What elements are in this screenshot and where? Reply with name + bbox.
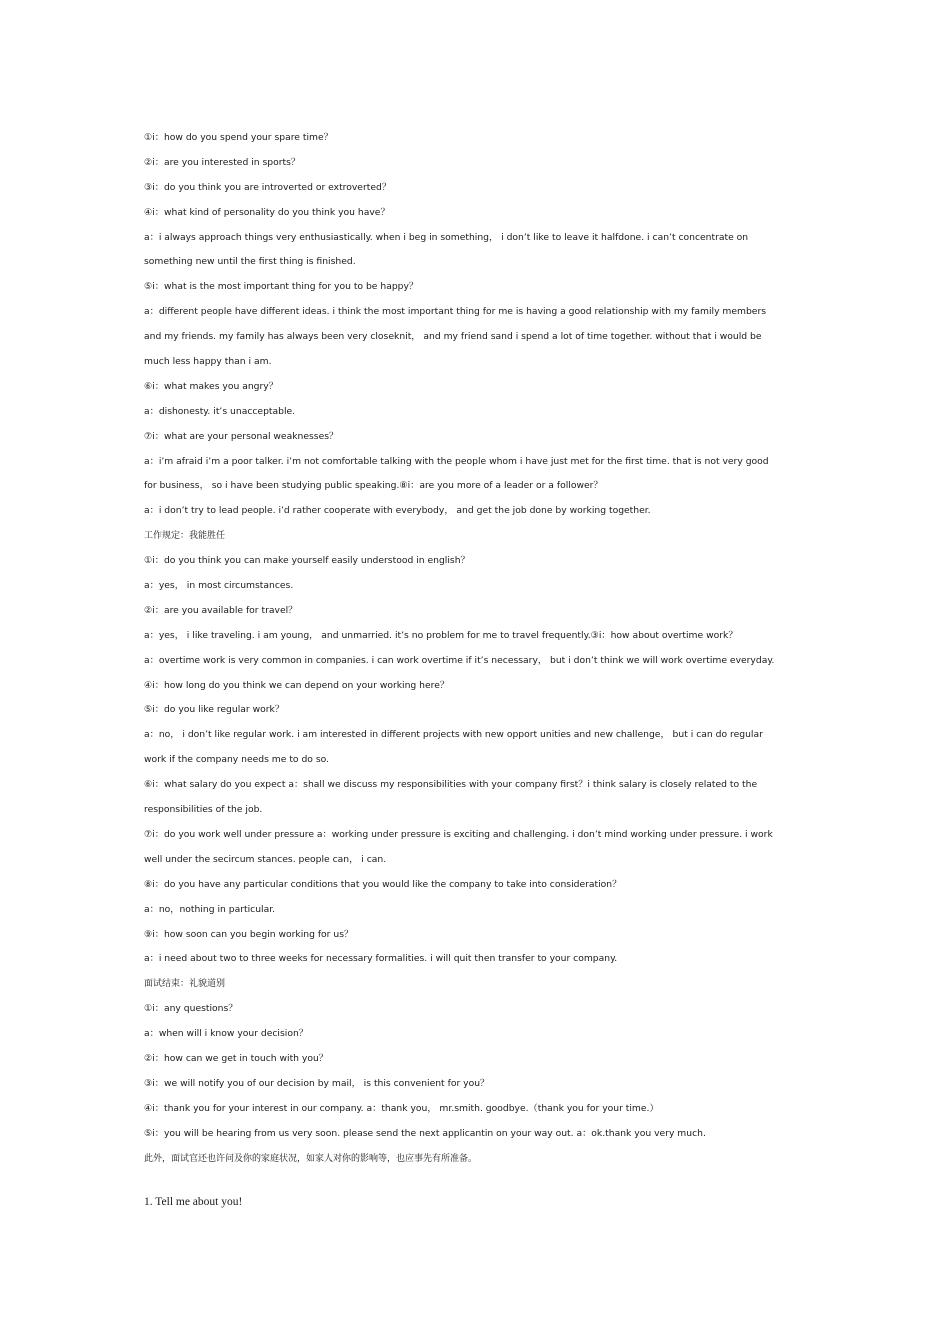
text-line: responsibilities of the job.: [144, 804, 263, 816]
text-line: a：yes， in most circumstances.: [144, 580, 294, 592]
text-line: a：overtime work is very common in companies. i can work overtime if it’s necessary， but i don’t think we will work overtime everyday.: [144, 654, 775, 666]
text-line: a：dishonesty. it’s unacceptable.: [144, 405, 296, 417]
section-heading: 面试结束：礼貌道别: [144, 979, 226, 990]
text-line: work if the company needs me to do so.: [144, 754, 329, 766]
text-line: ⑤i：what is the most important thing for you to be happy？: [144, 281, 419, 293]
text-line: ③i：do you think you are introverted or extroverted？: [144, 181, 392, 193]
text-line: much less happy than i am.: [144, 356, 272, 368]
text-line: ④i：thank you for your interest in our company. a：thank you， mr.smith. goodbye.（thank you for your time.）: [144, 1102, 659, 1114]
text-line: ⑤i：you will be hearing from us very soon. please send the next applicantin on your way out. a：ok.thank you very much.: [144, 1127, 706, 1139]
text-line: ⑨i：how soon can you begin working for us？: [144, 928, 354, 940]
text-line: well under the secircum stances. people can， i can.: [144, 853, 387, 865]
text-line: a：i’m afraid i’m a poor talker. i’m not comfortable talking with the people whom i have just met for the first time. that is not very good: [144, 455, 769, 467]
text-line: a：when will i know your decision？: [144, 1028, 308, 1040]
text-line: a：different people have different ideas. i think the most important thing for me is having a good relationship with my family members: [144, 306, 767, 318]
text-line: a：i always approach things very enthusiastically. when i beg in something， i don’t like to leave it halfdone. i can’t concentrate on: [144, 231, 749, 243]
section-heading: 工作规定：我能胜任: [144, 531, 226, 542]
text-line: ②i：how can we get in touch with you？: [144, 1052, 328, 1064]
text-line: a：no， i don’t like regular work. i am interested in different projects with new opport unities and new challenge， but i can do regular: [144, 729, 763, 741]
text-line: for business， so i have been studying public speaking.⑧i：are you more of a leader or a follower？: [144, 480, 603, 492]
closing-heading: 1. Tell me about you!: [144, 1196, 243, 1208]
text-line: ①i：any questions？: [144, 1003, 238, 1015]
text-line: ⑥i：what salary do you expect a：shall we discuss my responsibilities with your company first？i think salary is closely related to the: [144, 779, 758, 791]
note-line: 此外，面试官还也许问及你的家庭状况，如家人对你的影响等，也应事先有所准备。: [144, 1153, 478, 1164]
text-line: ⑦i：do you work well under pressure a：working under pressure is exciting and challenging. i don’t mind working under pressure. i work: [144, 828, 773, 840]
text-line: ②i：are you interested in sports？: [144, 156, 301, 168]
text-line: a：i need about two to three weeks for necessary formalities. i will quit then transfer to your company.: [144, 953, 618, 965]
text-line: ①i：how do you spend your spare time？: [144, 132, 333, 143]
text-line: and my friends. my family has always been very closeknit， and my friend sand i spend a lot of time together. without that i would be: [144, 331, 762, 343]
text-line: ⑤i：do you like regular work？: [144, 704, 285, 716]
text-line: ⑥i：what makes you angry？: [144, 380, 278, 392]
text-line: ⑧i：do you have any particular conditions that you would like the company to take into consideration？: [144, 878, 622, 890]
text-line: ④i：what kind of personality do you think you have？: [144, 206, 390, 218]
text-line: ⑦i：what are your personal weaknesses？: [144, 430, 339, 442]
text-line: ②i：are you available for travel？: [144, 604, 298, 616]
text-line: something new until the first thing is finished.: [144, 256, 356, 268]
text-line: ④i：how long do you think we can depend on your working here？: [144, 679, 450, 691]
text-line: ①i：do you think you can make yourself easily understood in english？: [144, 555, 470, 567]
text-line: a：i don’t try to lead people. i’d rather cooperate with everybody， and get the job done by working together.: [144, 505, 651, 517]
text-line: a：no，nothing in particular.: [144, 903, 276, 915]
text-line: a：yes， i like traveling. i am young， and unmarried. it’s no problem for me to travel frequently.③i：how about overtime work？: [144, 629, 738, 641]
document-body: [144, 126, 809, 1171]
text-line: ③i：we will notify you of our decision by mail， is this convenient for you？: [144, 1077, 490, 1089]
